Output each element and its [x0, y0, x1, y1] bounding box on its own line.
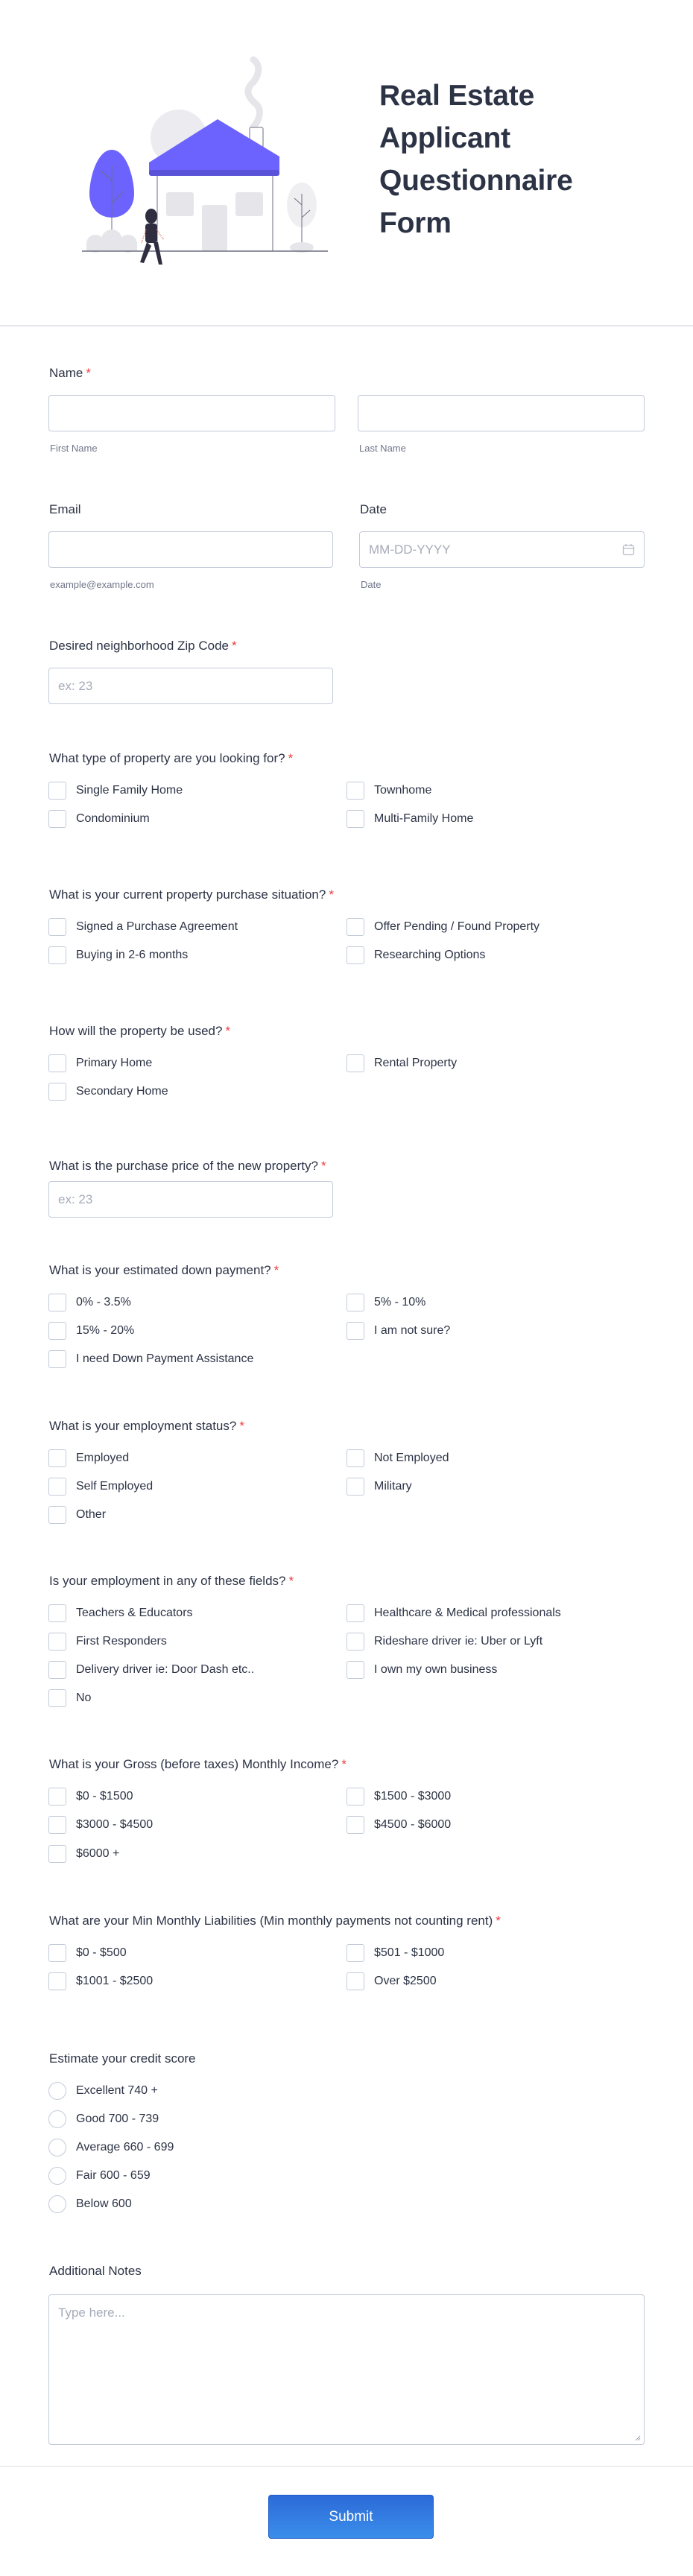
checkbox[interactable]: [346, 810, 364, 828]
checkbox[interactable]: [48, 1506, 66, 1524]
checkbox-option[interactable]: [48, 1633, 167, 1651]
option-label: Employed: [76, 1452, 130, 1464]
checkbox[interactable]: [48, 1944, 66, 1962]
zip-label-text: Desired neighborhood Zip Code: [49, 639, 229, 653]
radio[interactable]: [48, 2195, 66, 2213]
checkbox-option[interactable]: [48, 782, 183, 800]
checkbox-option[interactable]: [346, 1604, 561, 1622]
form-title: [379, 75, 648, 244]
checkbox-option[interactable]: [346, 1972, 437, 1990]
option-label: Researching Options: [374, 949, 486, 961]
radio-option[interactable]: [48, 2082, 158, 2100]
radio[interactable]: [48, 2082, 66, 2100]
option-label: $6000 +: [76, 1847, 120, 1860]
checkbox[interactable]: [48, 1816, 66, 1834]
checkbox[interactable]: [48, 782, 66, 800]
option-label: Excellent 740 +: [76, 2084, 158, 2097]
zip-label: [49, 639, 237, 654]
price-placeholder: ex: 23: [58, 1192, 93, 1206]
checkbox[interactable]: [48, 810, 66, 828]
option-label: Primary Home: [76, 1057, 153, 1069]
email-input[interactable]: [48, 531, 333, 568]
checkbox-option[interactable]: [346, 782, 431, 800]
zip-placeholder: ex: 23: [58, 678, 93, 693]
down-payment-label: [49, 1263, 279, 1278]
option-label: $501 - $1000: [374, 1946, 445, 1959]
option-label: 5% - 10%: [374, 1296, 426, 1308]
checkbox-option[interactable]: [48, 1083, 168, 1101]
name-label: [49, 366, 91, 381]
checkbox-option[interactable]: [346, 1816, 451, 1834]
option-label: Fair 600 - 659: [76, 2169, 151, 2182]
usage-label: [49, 1024, 230, 1039]
checkbox-option[interactable]: [346, 1478, 412, 1496]
required-asterisk: *: [86, 366, 91, 380]
required-asterisk: *: [496, 1914, 501, 1928]
checkbox-option[interactable]: [346, 810, 473, 828]
option-label: Other: [76, 1508, 107, 1521]
checkbox[interactable]: [48, 1661, 66, 1679]
checkbox-option[interactable]: [346, 1661, 497, 1679]
email-label: Email: [49, 502, 81, 516]
checkbox-option[interactable]: [346, 946, 485, 964]
checkbox[interactable]: [48, 1689, 66, 1707]
title-line: Questionnaire: [379, 165, 573, 197]
checkbox[interactable]: [346, 1449, 364, 1467]
checkbox[interactable]: [346, 1633, 364, 1651]
option-label: Military: [374, 1480, 412, 1493]
property-type-label-text: What type of property are you looking for?: [49, 751, 285, 765]
option-label: Townhome: [374, 784, 432, 797]
checkbox[interactable]: [346, 1054, 364, 1072]
option-label: Secondary Home: [76, 1085, 168, 1098]
checkbox-option[interactable]: [48, 1054, 152, 1072]
section-divider: [0, 2466, 693, 2467]
credit-label: Estimate your credit score: [49, 2051, 196, 2066]
checkbox[interactable]: [346, 1478, 364, 1496]
checkbox[interactable]: [346, 1972, 364, 1990]
option-label: Offer Pending / Found Property: [374, 920, 540, 933]
resize-handle-icon[interactable]: [635, 2435, 641, 2441]
checkbox-option[interactable]: [346, 1322, 450, 1340]
option-label: $1500 - $3000: [374, 1790, 452, 1803]
option-label: Single Family Home: [76, 784, 183, 797]
checkbox[interactable]: [48, 1604, 66, 1622]
radio[interactable]: [48, 2110, 66, 2128]
date-label: Date: [360, 502, 387, 516]
price-input[interactable]: [48, 1181, 333, 1218]
checkbox-option[interactable]: [346, 918, 539, 936]
required-asterisk: *: [225, 1024, 231, 1038]
option-label: Below 600: [76, 2197, 132, 2210]
radio[interactable]: [48, 2139, 66, 2156]
usage-label-text: How will the property be used?: [49, 1024, 223, 1038]
price-label-text: What is the purchase price of the new property?: [49, 1159, 318, 1173]
checkbox[interactable]: [346, 1816, 364, 1834]
option-label: 15% - 20%: [76, 1324, 135, 1337]
option-label: $1001 - $2500: [76, 1975, 154, 1987]
checkbox[interactable]: [346, 782, 364, 800]
checkbox-option[interactable]: [346, 1633, 542, 1651]
required-asterisk: *: [239, 1419, 244, 1433]
required-asterisk: *: [288, 751, 294, 765]
checkbox[interactable]: [48, 1478, 66, 1496]
checkbox-option[interactable]: [48, 1816, 153, 1834]
checkbox[interactable]: [48, 1350, 66, 1368]
option-label: Teachers & Educators: [76, 1607, 193, 1619]
option-label: Multi-Family Home: [374, 812, 474, 825]
checkbox-option[interactable]: [48, 1506, 106, 1524]
liabilities-label-text: What are your Min Monthly Liabilities (Min monthly payments not counting rent): [49, 1914, 493, 1928]
checkbox-option[interactable]: [48, 1689, 91, 1707]
checkbox-option[interactable]: [346, 1449, 449, 1467]
required-asterisk: *: [288, 1574, 294, 1588]
option-label: Good 700 - 739: [76, 2113, 159, 2125]
option-label: $0 - $1500: [76, 1790, 133, 1803]
checkbox[interactable]: [346, 946, 364, 964]
checkbox-option[interactable]: [48, 1322, 134, 1340]
option-label: Delivery driver ie: Door Dash etc..: [76, 1663, 255, 1676]
checkbox-option[interactable]: [48, 1350, 253, 1368]
purchase-situation-label: [49, 887, 334, 902]
checkbox-option[interactable]: [48, 946, 188, 964]
checkbox[interactable]: [48, 1845, 66, 1863]
notes-placeholder: Type here...: [58, 2306, 125, 2320]
email-sublabel: example@example.com: [50, 579, 154, 590]
required-asterisk: *: [320, 1159, 326, 1173]
checkbox[interactable]: [346, 918, 364, 936]
radio-option[interactable]: [48, 2195, 132, 2213]
checkbox-option[interactable]: [48, 1845, 119, 1863]
purchase-situation-label-text: What is your current property purchase situation?: [49, 887, 326, 902]
checkbox[interactable]: [346, 1322, 364, 1340]
checkbox[interactable]: [48, 1972, 66, 1990]
checkbox[interactable]: [346, 1944, 364, 1962]
employment-status-label-text: What is your employment status?: [49, 1419, 237, 1433]
checkbox-option[interactable]: [48, 1944, 127, 1962]
option-label: Healthcare & Medical professionals: [374, 1607, 561, 1619]
checkbox[interactable]: [48, 918, 66, 936]
option-label: $0 - $500: [76, 1946, 127, 1959]
employment-fields-label: [49, 1574, 294, 1589]
checkbox[interactable]: [346, 1294, 364, 1311]
calendar-icon[interactable]: [622, 543, 635, 556]
house-illustration: [75, 52, 335, 276]
submit-button[interactable]: Submit: [268, 2495, 434, 2539]
checkbox-option[interactable]: [48, 810, 150, 828]
notes-textarea[interactable]: [48, 2294, 645, 2445]
income-label-text: What is your Gross (before taxes) Monthly Income?: [49, 1757, 339, 1771]
radio-option[interactable]: [48, 2139, 174, 2156]
option-label: Condominium: [76, 812, 150, 825]
option-label: I own my own business: [374, 1663, 498, 1676]
zip-input[interactable]: [48, 668, 333, 704]
checkbox-option[interactable]: [346, 1944, 444, 1962]
form-header: [0, 0, 693, 326]
checkbox[interactable]: [346, 1788, 364, 1806]
option-label: First Responders: [76, 1635, 167, 1648]
date-placeholder: MM-DD-YYYY: [369, 542, 451, 557]
option-label: No: [76, 1692, 92, 1704]
option-label: Rideshare driver ie: Uber or Lyft: [374, 1635, 543, 1648]
checkbox-option[interactable]: [346, 1788, 451, 1806]
checkbox-option[interactable]: [48, 918, 238, 936]
option-label: $4500 - $6000: [374, 1818, 452, 1831]
option-label: Over $2500: [374, 1975, 437, 1987]
checkbox-option[interactable]: [48, 1788, 133, 1806]
checkbox[interactable]: [48, 1294, 66, 1311]
checkbox-option[interactable]: [346, 1054, 457, 1072]
option-label: Average 660 - 699: [76, 2141, 174, 2153]
title-line: Applicant: [379, 122, 510, 154]
required-asterisk: *: [341, 1757, 346, 1771]
checkbox[interactable]: [48, 1449, 66, 1467]
down-payment-label-text: What is your estimated down payment?: [49, 1263, 271, 1277]
checkbox[interactable]: [346, 1661, 364, 1679]
checkbox-option[interactable]: [48, 1604, 193, 1622]
option-label: $3000 - $4500: [76, 1818, 154, 1831]
checkbox[interactable]: [48, 1083, 66, 1101]
option-label: Not Employed: [374, 1452, 449, 1464]
option-label: 0% - 3.5%: [76, 1296, 131, 1308]
checkbox-option[interactable]: [346, 1294, 425, 1311]
option-label: I need Down Payment Assistance: [76, 1352, 254, 1365]
checkbox-option[interactable]: [48, 1478, 153, 1496]
date-sublabel: Date: [361, 579, 382, 590]
checkbox[interactable]: [48, 946, 66, 964]
option-label: Rental Property: [374, 1057, 458, 1069]
liabilities-label: [49, 1914, 501, 1928]
name-label-text: Name: [49, 366, 83, 380]
income-label: [49, 1757, 346, 1772]
checkbox-option[interactable]: [48, 1661, 254, 1679]
option-label: Self Employed: [76, 1480, 154, 1493]
checkbox-option[interactable]: [48, 1972, 153, 1990]
required-asterisk: *: [329, 887, 334, 902]
checkbox[interactable]: [48, 1054, 66, 1072]
required-asterisk: *: [232, 639, 237, 653]
checkbox[interactable]: [346, 1604, 364, 1622]
title-line: Real Estate: [379, 80, 535, 112]
employment-fields-label-text: Is your employment in any of these fields?: [49, 1574, 286, 1588]
employment-status-label: [49, 1419, 244, 1434]
first-name-sublabel: First Name: [50, 443, 98, 454]
first-name-input[interactable]: [48, 395, 335, 431]
notes-label: Additional Notes: [49, 2264, 142, 2278]
checkbox[interactable]: [48, 1633, 66, 1651]
radio[interactable]: [48, 2167, 66, 2185]
price-label: [49, 1159, 326, 1174]
required-asterisk: *: [273, 1263, 279, 1277]
title-line: Form: [379, 207, 452, 239]
date-input[interactable]: [359, 531, 645, 568]
property-type-label: [49, 751, 293, 766]
last-name-input[interactable]: [358, 395, 645, 431]
checkbox[interactable]: [48, 1322, 66, 1340]
radio-option[interactable]: [48, 2110, 159, 2128]
last-name-sublabel: Last Name: [359, 443, 406, 454]
checkbox-option[interactable]: [48, 1294, 131, 1311]
option-label: I am not sure?: [374, 1324, 451, 1337]
option-label: Buying in 2-6 months: [76, 949, 189, 961]
checkbox-option[interactable]: [48, 1449, 129, 1467]
checkbox[interactable]: [48, 1788, 66, 1806]
option-label: Signed a Purchase Agreement: [76, 920, 238, 933]
radio-option[interactable]: [48, 2167, 151, 2185]
